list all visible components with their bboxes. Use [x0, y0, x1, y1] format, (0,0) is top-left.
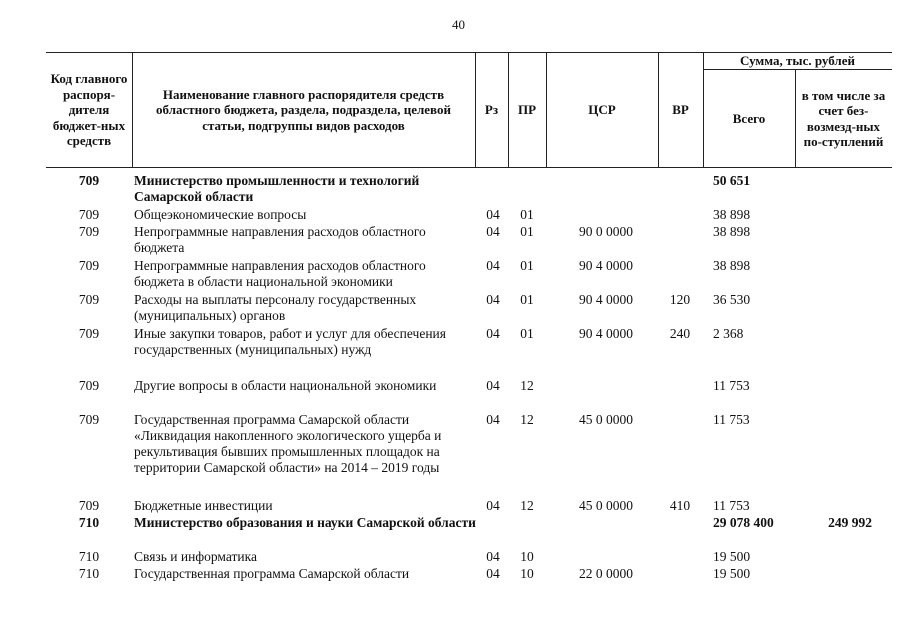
- row-rz: 04: [486, 412, 500, 427]
- table-header: [46, 52, 892, 168]
- row-total: 29 078 400: [713, 515, 774, 530]
- row-code: 710: [78, 549, 100, 564]
- row-rz: 04: [486, 207, 500, 222]
- row-pr: 01: [520, 326, 534, 341]
- row-vr: 240: [669, 326, 691, 341]
- row-total: 11 753: [713, 498, 750, 513]
- row-total: 36 530: [713, 292, 751, 307]
- row-csr: 90 4 0000: [579, 326, 633, 341]
- row-total: 38 898: [713, 258, 751, 273]
- row-name: Непрограммные направления расходов областного бюджета: [134, 224, 426, 255]
- row-total: 19 500: [713, 549, 751, 564]
- row-vr: 120: [669, 292, 691, 307]
- row-rz: 04: [486, 224, 500, 239]
- row-name: Связь и информатика: [134, 549, 257, 564]
- row-code: 709: [78, 292, 100, 307]
- header-rz: Рз: [484, 102, 499, 118]
- row-csr: 22 0 0000: [579, 566, 633, 581]
- row-name: Государственная программа Самарской области «Ликвидация накопленного экологического ущерба и рекультивация бывших промышленных площадок на территории Самарской области» на 2014 – 2019 годы: [134, 412, 442, 475]
- row-pr: 12: [520, 378, 534, 393]
- row-rz: 04: [486, 498, 500, 513]
- row-name: Министерство образования и науки Самарской области: [134, 515, 476, 530]
- row-pr: 01: [520, 258, 534, 273]
- header-code: Код главного распоря-дителя бюджет-ных средств: [50, 71, 128, 149]
- row-pr: 01: [520, 292, 534, 307]
- row-csr: 90 4 0000: [579, 258, 633, 273]
- row-pr: 01: [520, 207, 534, 222]
- row-total: 38 898: [713, 207, 751, 222]
- row-code: 709: [78, 378, 100, 393]
- row-vr: 410: [669, 498, 691, 513]
- row-total: 2 368: [713, 326, 744, 341]
- row-name: Министерство промышленности и технологий Самарской области: [134, 173, 420, 204]
- page-number: 40: [452, 17, 465, 32]
- row-total: 38 898: [713, 224, 751, 239]
- row-pr: 12: [520, 412, 534, 427]
- row-name: Государственная программа Самарской области: [134, 566, 410, 581]
- header-total: Всего: [732, 110, 766, 126]
- row-code: 709: [78, 224, 100, 239]
- row-rz: 04: [486, 549, 500, 564]
- row-name: Бюджетные инвестиции: [134, 498, 273, 513]
- row-total: 50 651: [713, 173, 751, 188]
- row-free: 249 992: [828, 515, 872, 530]
- row-total: 11 753: [713, 412, 750, 427]
- row-csr: 90 0 0000: [579, 224, 633, 239]
- row-name: Другие вопросы в области национальной экономики: [134, 378, 437, 393]
- row-name: Общеэкономические вопросы: [134, 207, 307, 222]
- row-pr: 10: [520, 566, 534, 581]
- row-rz: 04: [486, 292, 500, 307]
- row-code: 709: [78, 258, 100, 273]
- header-pr: ПР: [517, 102, 537, 118]
- row-csr: 45 0 0000: [579, 412, 633, 427]
- row-code: 710: [78, 515, 100, 530]
- row-pr: 10: [520, 549, 534, 564]
- row-code: 709: [78, 173, 100, 188]
- row-rz: 04: [486, 326, 500, 341]
- header-sum: Сумма, тыс. рублей: [740, 53, 855, 69]
- row-rz: 04: [486, 378, 500, 393]
- row-total: 11 753: [713, 378, 750, 393]
- row-name: Расходы на выплаты персоналу государственных (муниципальных) органов: [134, 292, 417, 323]
- row-pr: 01: [520, 224, 534, 239]
- row-name: Иные закупки товаров, работ и услуг для обеспечения государственных (муниципальных) нужд: [134, 326, 446, 357]
- row-code: 710: [78, 566, 100, 581]
- header-csr: ЦСР: [588, 102, 616, 118]
- row-rz: 04: [486, 566, 500, 581]
- header-free: в том числе за счет без-возмезд-ных по-ступлений: [801, 87, 886, 149]
- row-csr: 90 4 0000: [579, 292, 633, 307]
- row-code: 709: [78, 498, 100, 513]
- row-total: 19 500: [713, 566, 751, 581]
- row-rz: 04: [486, 258, 500, 273]
- row-code: 709: [78, 326, 100, 341]
- row-pr: 12: [520, 498, 534, 513]
- header-vr: ВР: [672, 102, 689, 118]
- row-csr: 45 0 0000: [579, 498, 633, 513]
- header-name: Наименование главного распорядителя средств областного бюджета, раздела, подраздела, целевой статьи, подгруппы видов расходов: [156, 86, 451, 133]
- row-code: 709: [78, 412, 100, 427]
- row-name: Непрограммные направления расходов областного бюджета в области национальной экономики: [134, 258, 426, 289]
- row-code: 709: [78, 207, 100, 222]
